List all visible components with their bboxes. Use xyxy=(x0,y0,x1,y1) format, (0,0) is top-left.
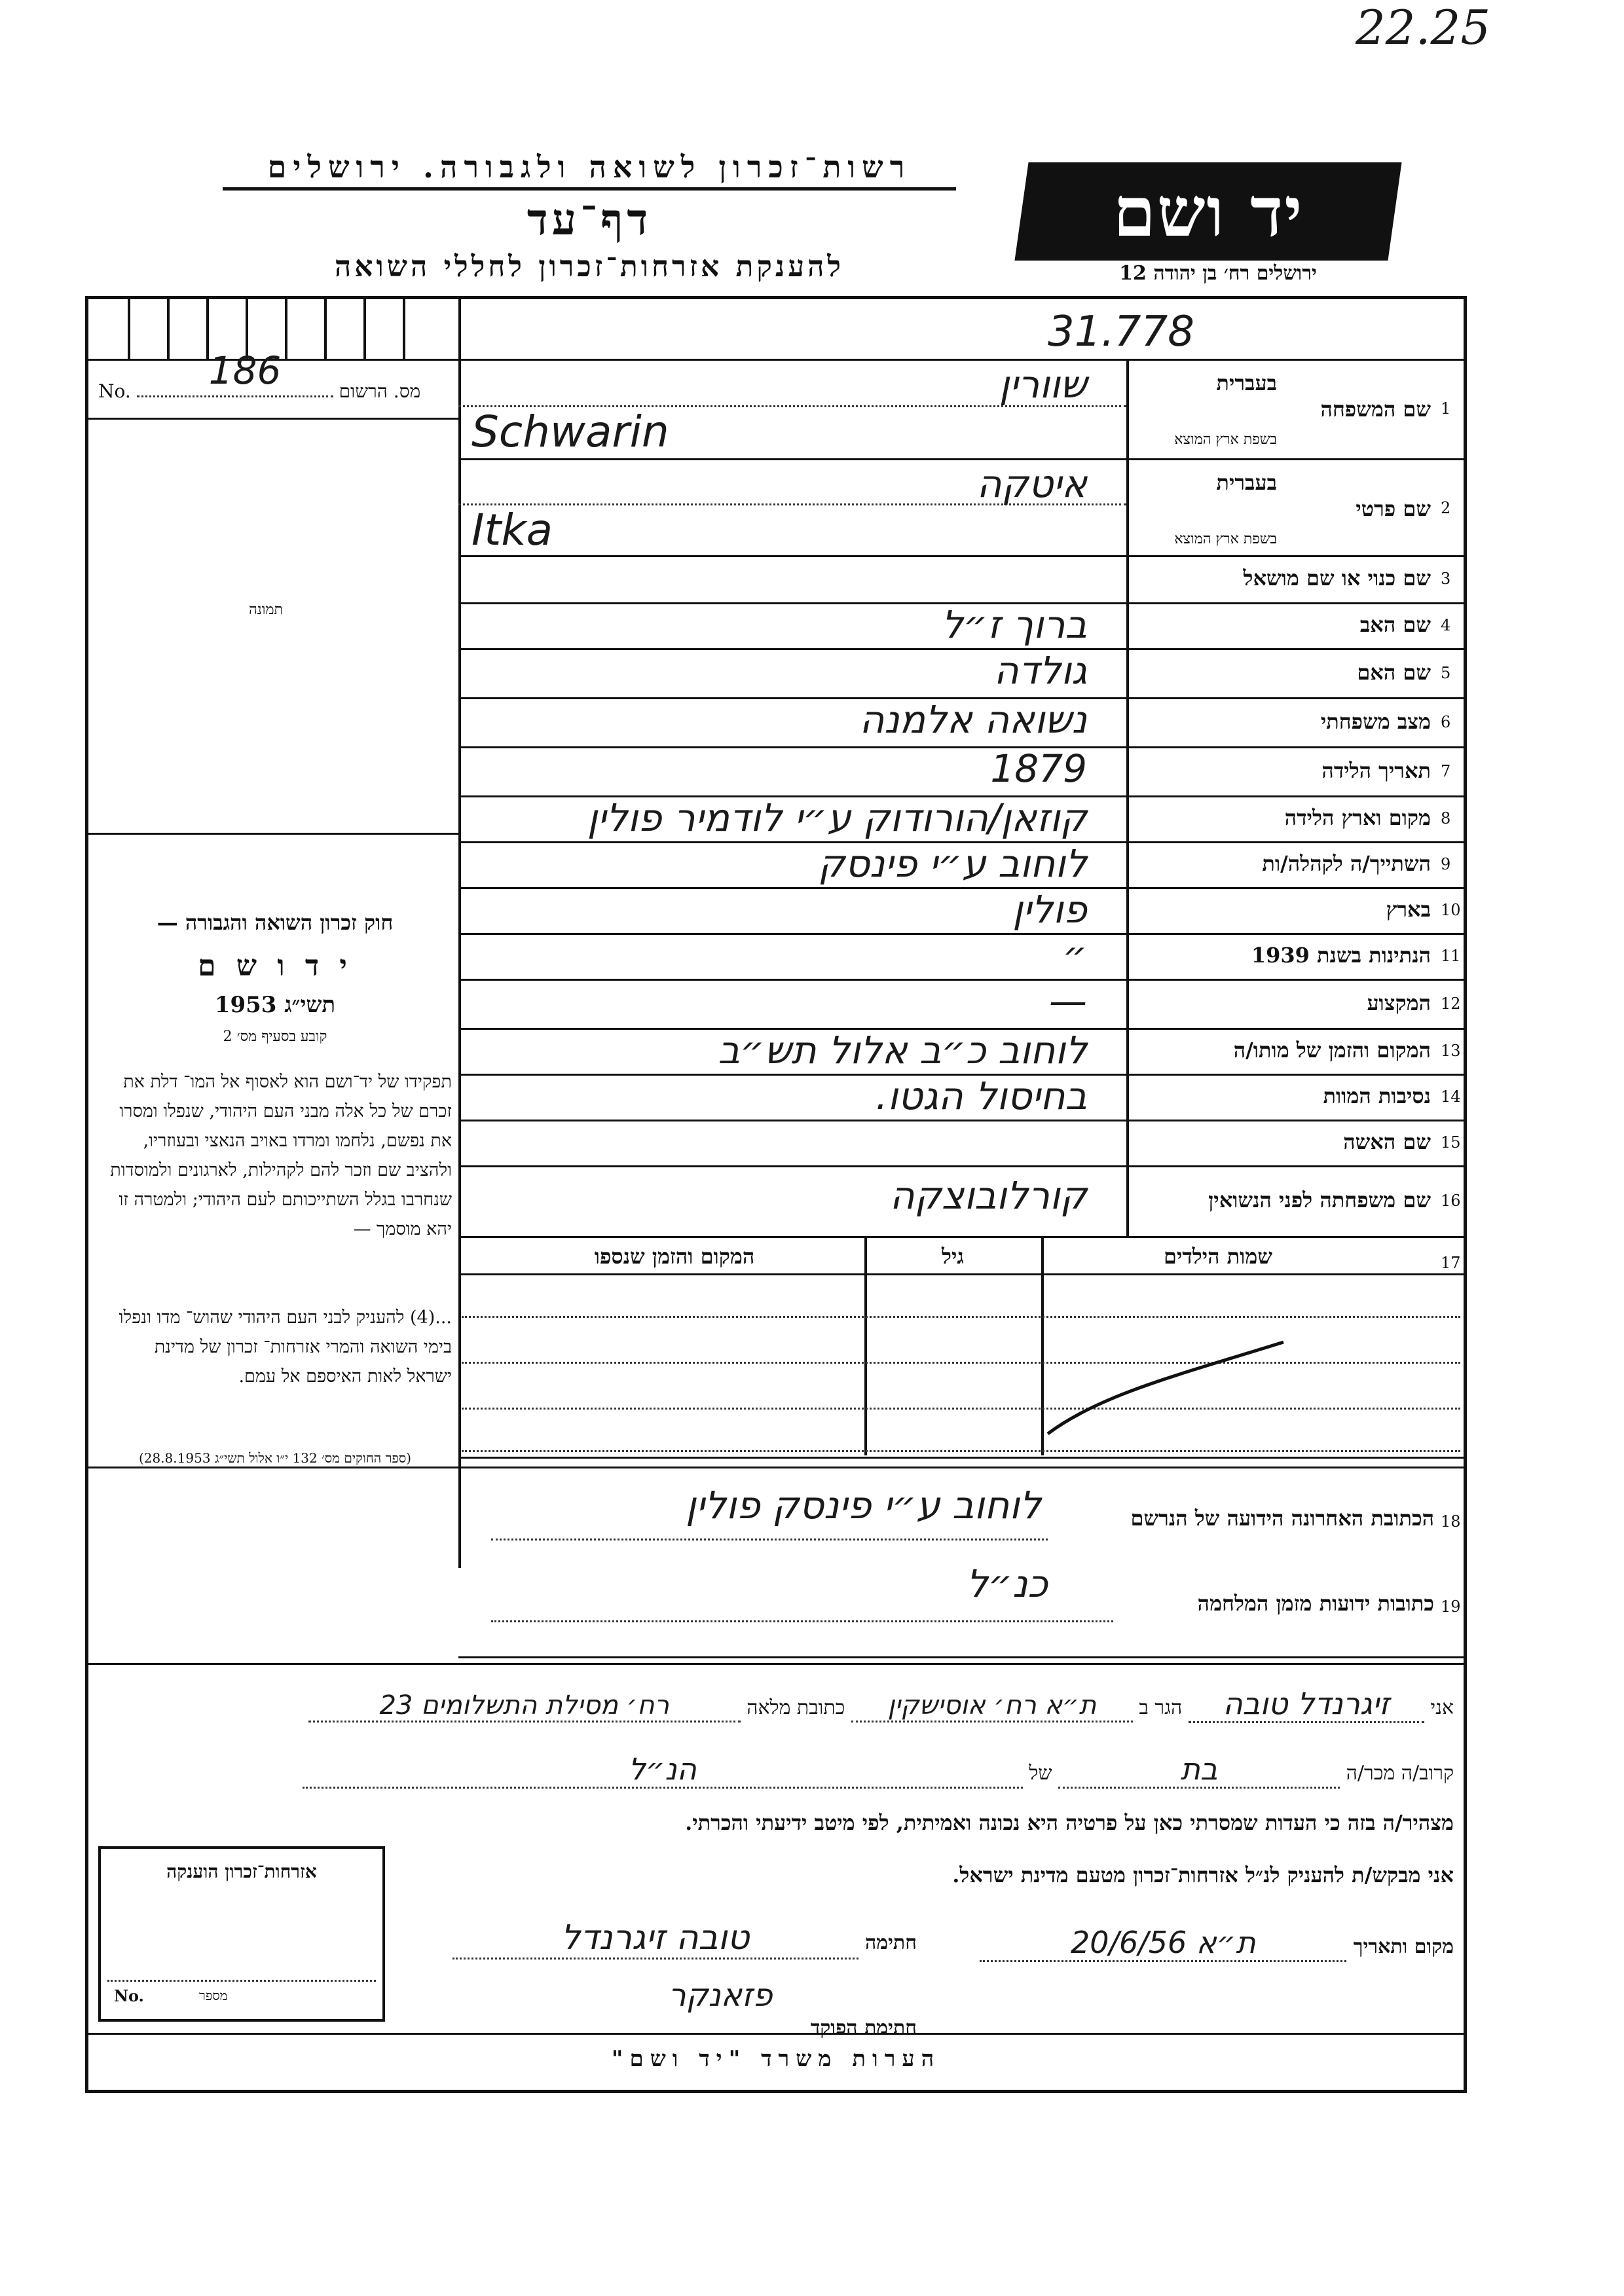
law-text-purpose: תפקידו של יד־ושם הוא לאסוף אל המו־ דלת את זכרם של כל אלה מבני העם היהודי, שנפלו ומסרו את נפשם, נלחמו ומרדו באויב הנאצי ובעוזריו, ולהציב שם וזכר להם לקהילות, לארגונים ולמוסדות שנחרבו בגלל השתייכותם לעם היהודי; ולמטרה זו יהא מוסמך — xyxy=(110,1072,452,1239)
wartime-address-label: כתובות ידועות מזמן המלחמה xyxy=(1197,1591,1434,1616)
row-value-4: ברוך ז״ל xyxy=(941,602,1087,647)
row-number-17: 17 xyxy=(1441,1254,1461,1272)
row-number-11: 11 xyxy=(1441,947,1461,965)
row-number-13: 13 xyxy=(1441,1042,1461,1060)
row-label-1: שם המשפחה xyxy=(1320,397,1431,422)
row-number-1: 1 xyxy=(1441,399,1451,418)
children-place-header: המקום והזמן שנספו xyxy=(594,1244,755,1269)
official-signature-label: חתימת הפוקד xyxy=(810,2016,917,2039)
row-number-5: 5 xyxy=(1441,663,1451,682)
registration-number-field xyxy=(98,348,452,403)
row-value-latin-1: Schwarin xyxy=(471,407,669,457)
row-label-3: שם כנוי או שם מושאל xyxy=(1243,566,1431,591)
row-number-2: 2 xyxy=(1441,499,1451,517)
row-number-12: 12 xyxy=(1441,994,1461,1013)
row-hebrew-tag-1: בעברית xyxy=(1216,371,1277,395)
law-title: חוק זכרון השואה והגבורה — xyxy=(157,910,394,935)
row-number-3: 3 xyxy=(1441,570,1451,588)
serial-number: 22.25 xyxy=(1356,0,1491,55)
declaration-line-2: קרוב/ה מכר/ה בת של הנ״ל xyxy=(98,1751,1454,1789)
row-value-latin-2: Itka xyxy=(471,505,553,555)
file-number: 31.778 xyxy=(1048,308,1194,356)
row-label-7: תאריך הלידה xyxy=(1321,757,1431,783)
row-label-13: המקום והזמן של מותו/ה xyxy=(1233,1038,1431,1063)
row-value-16: קורלובוצקה xyxy=(889,1173,1087,1218)
row-value-9: לוחוב ע״י פינסק xyxy=(818,841,1087,886)
row-value-13: לוחוב כ״ב אלול תש״ב xyxy=(718,1028,1087,1072)
row-number-16: 16 xyxy=(1441,1192,1461,1210)
row-number-9: 9 xyxy=(1441,855,1451,873)
authority-header: רשות־זכרון לשואה ולגבורה. ירושלים xyxy=(223,149,956,191)
children-names-header: שמות הילדים xyxy=(1164,1244,1272,1269)
row-value-5: גולדה xyxy=(993,648,1087,693)
row-label-12: המקצוע xyxy=(1367,990,1431,1015)
row-label-11: הנתינות בשנת 1939 xyxy=(1251,943,1431,968)
signature-field: חתימה טובה זיגרנדל xyxy=(393,1918,917,1959)
last-address-value: לוחוב ע״י פינסק פולין xyxy=(686,1483,1041,1527)
row-value-8: קוזאן/הורודוק ע״י לודמיר פולין xyxy=(587,795,1087,840)
row-number-15: 15 xyxy=(1441,1133,1461,1152)
row-value-14: בחיסול הגטו. xyxy=(876,1074,1087,1118)
row-label-14: נסיבות המוות xyxy=(1323,1084,1431,1108)
row-label-6: מצב משפחתי xyxy=(1320,708,1431,734)
row-label-4: שם האב xyxy=(1359,612,1431,637)
law-name: י ד ו ש ם xyxy=(198,949,352,983)
official-signature-field: פזאנקר xyxy=(668,1977,773,2014)
address: ירושלים רח׳ בן יהודה 12 xyxy=(1119,262,1317,285)
place-date-field: מקום ותאריך ת״א 20/6/56 xyxy=(930,1925,1454,1962)
row-value-hebrew-1: שוורין xyxy=(999,362,1087,407)
row-label-8: מקום וארץ הלידה xyxy=(1284,805,1431,830)
law-text-clause4: ...(4) להעניק לבני העם היהודי שהוש־ מדו ונפלו בימי השואה והמרי אזרחות־ זכרון של מדינת ישראל לאות האיספם אל עמם. xyxy=(119,1307,452,1387)
form-title: דף־עד xyxy=(526,194,652,245)
stamp-no-label: No. xyxy=(114,1986,144,2005)
row-label-2: שם פרטי xyxy=(1356,496,1431,521)
citizenship-granted-box xyxy=(98,1846,385,2022)
row-value-7: 1879 xyxy=(990,746,1087,791)
declaration-line-3: מצהיר/ה בזה כי העדות שמסרתי כאן על פרטיה היא נכונה ואמיתית, לפי מיטב ידיעתי והכרתי. xyxy=(685,1810,1454,1835)
reg-number-value: 186 xyxy=(208,348,282,393)
row-number-14: 14 xyxy=(1441,1087,1461,1106)
row-label-10: בארץ xyxy=(1386,897,1431,922)
yad-vashem-logo: יד ושם xyxy=(1014,162,1401,261)
row-value-6: נשואה אלמנה xyxy=(859,697,1087,742)
office-notes-label: הערות משרד "יד ושם" xyxy=(611,2046,941,2072)
row-label-15: שם האשה xyxy=(1343,1129,1431,1154)
stamp-title: אזרחות־זכרון הוענקה xyxy=(166,1861,317,1882)
row-label-9: השתייך/ה לקהלה/ות xyxy=(1262,851,1431,876)
declaration-line-1: אני זיגרנדל טובה הגר ב ת״א רח׳ אוסישקין כתובת מלאה רח׳ מסילת התשלומים 23 xyxy=(98,1686,1454,1723)
children-age-header: גיל xyxy=(942,1244,964,1269)
row-number-10: 10 xyxy=(1441,901,1461,919)
law-year: תשי״ג 1953 xyxy=(214,992,336,1018)
law-clause: קובע בסעיף מס׳ 2 xyxy=(223,1029,327,1045)
row-value-12: — xyxy=(1049,979,1087,1023)
stamp-number-label: מספר xyxy=(199,1988,228,2003)
row-value-11: ״ xyxy=(1062,933,1087,977)
row-number-19: 19 xyxy=(1441,1597,1461,1616)
law-source: (ספר החוקים מס׳ 132 י״ו אלול תשי״ג 28.8.1953) xyxy=(138,1450,412,1466)
declaration-line-4: אני מבקש/ת להעניק לנ״ל אזרחות־זכרון מטעם מדינת ישראל. xyxy=(952,1863,1454,1887)
row-origin-tag-2: בשפת ארץ המוצא xyxy=(1174,531,1277,547)
row-label-5: שם האם xyxy=(1357,659,1431,685)
wartime-address-value: כנ״ל xyxy=(966,1561,1048,1606)
row-hebrew-tag-2: בעברית xyxy=(1216,470,1277,495)
last-address-label: הכתובת האחרונה הידועה של הנרשם xyxy=(1130,1506,1434,1531)
reg-no-label: No. xyxy=(98,380,131,402)
row-number-8: 8 xyxy=(1441,809,1451,828)
form-subtitle: להענקת אזרחות־זכרון לחללי השואה xyxy=(334,250,844,283)
row-number-18: 18 xyxy=(1441,1512,1461,1531)
row-label-16: שם משפחתה לפני הנשואין xyxy=(1208,1188,1431,1212)
children-strikeout xyxy=(1041,1322,1290,1440)
reg-no-hebrew: מס. הרשום xyxy=(339,380,421,402)
photo-label: תמונה xyxy=(249,602,283,618)
row-origin-tag-1: בשפת ארץ המוצא xyxy=(1174,431,1277,448)
row-value-10: פולין xyxy=(1012,887,1087,932)
row-number-4: 4 xyxy=(1441,616,1451,634)
row-value-hebrew-2: איטקה xyxy=(976,462,1087,506)
row-number-6: 6 xyxy=(1441,712,1451,731)
row-number-7: 7 xyxy=(1441,761,1451,780)
